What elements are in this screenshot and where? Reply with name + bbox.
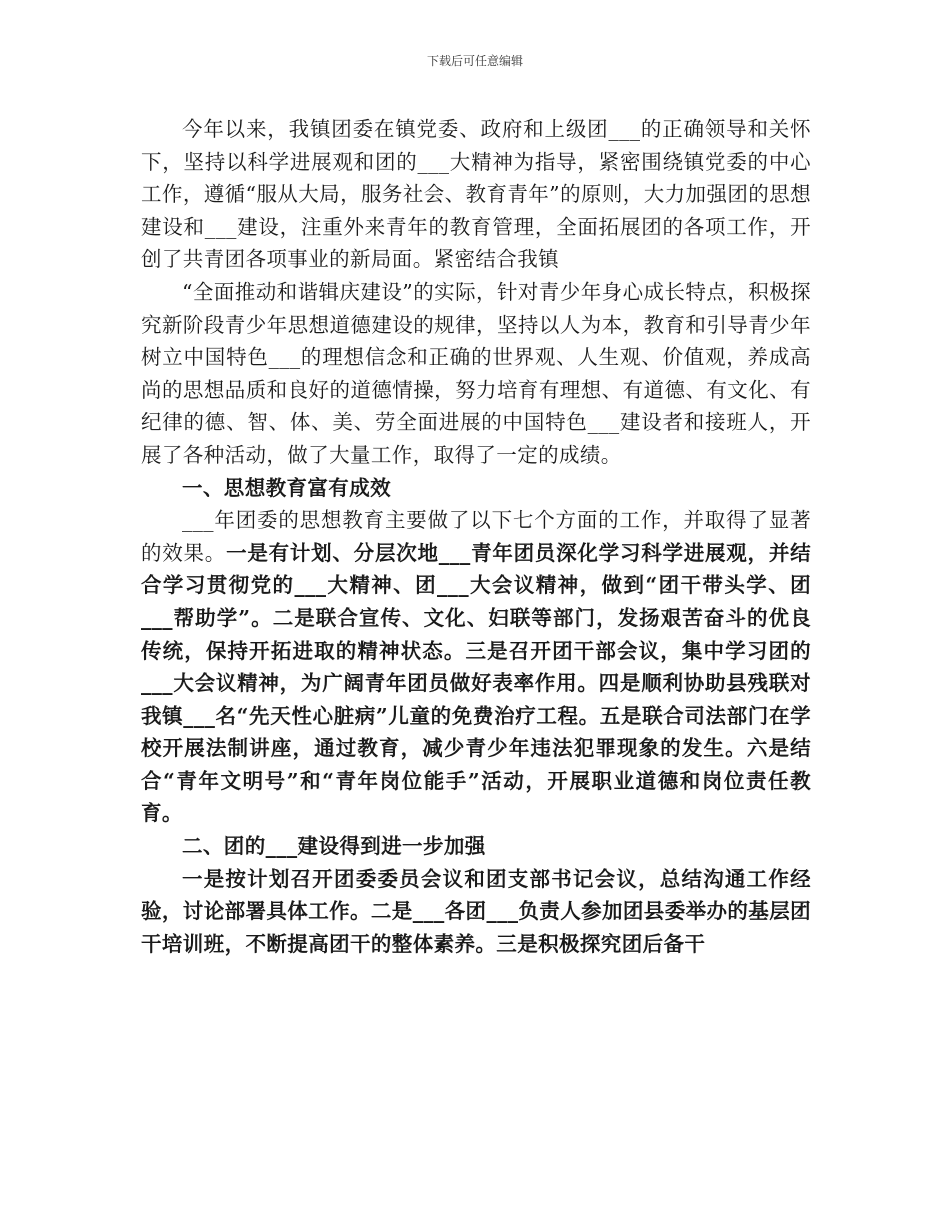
section-heading-1: 一、思想教育富有成效 [182, 475, 391, 500]
paragraph-intro: 今年以来，我镇团委在镇党委、政府和上级团___的正确领导和关怀下，坚持以科学进展观和团的___大精神为指导，紧密围绕镇党委的中心工作，遵循“服从大局，服务社会、教育青年”的原则，大力加强团的思想建设和___建设，注重外来青年的教育管理，全面拓展团的各项工作，开创了共青团各项事业的新局面。紧密结合我镇 [141, 117, 811, 272]
paragraph-context: “全面推动和谐辑庆建设”的实际，针对青少年身心成长特点，积极探究新阶段青少年思想道德建设的规律，坚持以人为本，教育和引导青少年树立中国特色___的理想信念和正确的世界观、人生观、价值观，养成高尚的思想品质和良好的道德情操，努力培育有理想、有道德、有文化、有纪律的德、智、体、美、劳全面进展的中国特色___建设者和接班人，开展了各种活动，做了大量工作，取得了一定的成绩。 [141, 279, 811, 467]
paragraph-section-1-detail: 一是有计划、分层次地___青年团员深化学习科学进展观，并结合学习贯彻党的___大精神、团___大会议精神，做到“团干带头学、团___帮助学”。二是联合宣传、文化、妇联等部门，发扬艰苦奋斗的优良传统，保持开拓进取的精神状态。三是召开团干部会议，集中学习团的___大会议精神，为广阔青年团员做好表率作用。四是顺利协助县残联对我镇___名“先天性心脏病”儿童的免费治疗工程。五是联合司法部门在学校开展法制讲座，通过教育，减少青少年违法犯罪现象的发生。六是结合“青年文明号”和“青年岗位能手”活动，开展职业道德和岗位责任教育。 [141, 540, 811, 826]
document-body [141, 113, 811, 960]
section-heading-2: 二、团的___建设得到进一步加强 [182, 834, 486, 859]
paragraph-section-1 [141, 504, 811, 830]
paragraph-section-1-lead: ___年团委的思想教育主要做了以下七个方面的工作，并取得了显著的效果。 [141, 508, 811, 565]
paragraph-section-2: 一是按计划召开团委委员会议和团支部书记会议，总结沟通工作经验，讨论部署具体工作。二是___各团___负责人参加团县委举办的基层团干培训班，不断提高团干的整体素养。三是积极探究团后备干 [141, 866, 811, 956]
page-header: 下载后可任意编辑 [426, 54, 523, 68]
